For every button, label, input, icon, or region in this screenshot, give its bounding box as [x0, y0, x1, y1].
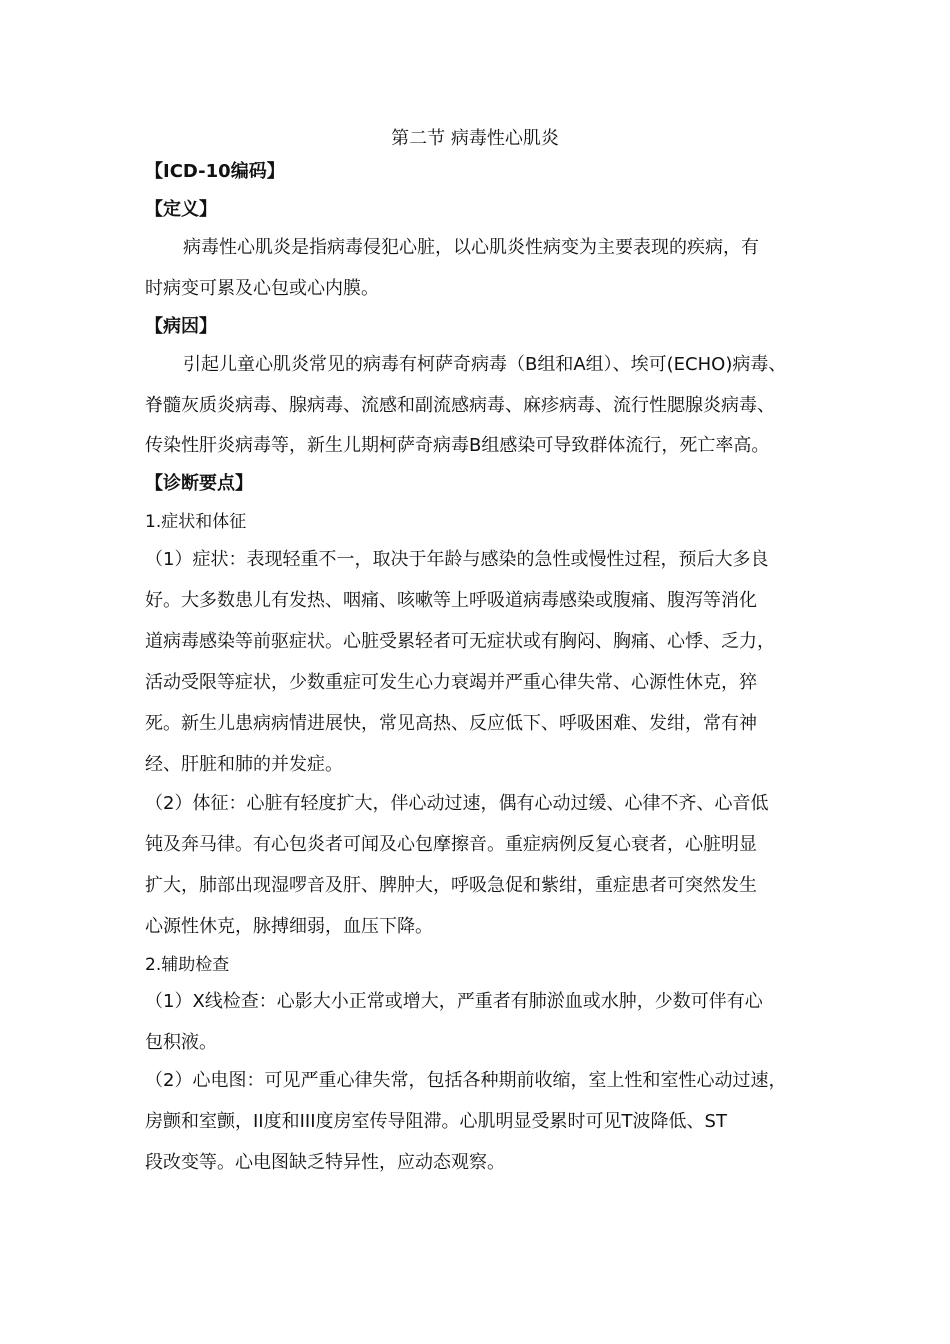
ecg-line-2: 房颤和室颤，II度和III度房室传导阻滞。心肌明显受累时可见T波降低、ST — [145, 1111, 727, 1132]
xray-line-2: 包积液。 — [145, 1032, 217, 1053]
definition-line-2: 时病变可累及心包或心内膜。 — [145, 278, 379, 299]
signs-line-3: 扩大，肺部出现湿啰音及肝、脾肿大，呼吸急促和紫绀，重症患者可突然发生 — [145, 875, 757, 896]
signs-line-1: （2）体征：心脏有轻度扩大，伴心动过速，偶有心动过缓、心律不齐、心音低 — [145, 793, 769, 814]
heading-etiology: 【病因】 — [145, 316, 217, 337]
etiology-line-3: 传染性肝炎病毒等，新生儿期柯萨奇病毒B组感染可导致群体流行，死亡率高。 — [145, 435, 770, 456]
ecg-line-3: 段改变等。心电图缺乏特异性，应动态观察。 — [145, 1152, 505, 1173]
heading-definition: 【定义】 — [145, 199, 217, 220]
xray-line-1: （1）X线检查：心影大小正常或增大，严重者有肺淤血或水肿，少数可伴有心 — [145, 991, 763, 1012]
symptoms-line-5: 死。新生儿患病病情进展快，常见高热、反应低下、呼吸困难、发绀，常有神 — [145, 713, 757, 734]
subheading-auxiliary-exams: 2.辅助检查 — [145, 955, 230, 975]
symptoms-line-6: 经、肝脏和肺的并发症。 — [145, 754, 343, 775]
symptoms-line-2: 好。大多数患儿有发热、咽痛、咳嗽等上呼吸道病毒感染或腹痛、腹泻等消化 — [145, 590, 757, 611]
heading-diagnosis: 【诊断要点】 — [145, 473, 253, 494]
heading-icd10: 【ICD-10编码】 — [145, 161, 285, 182]
subheading-symptoms-signs: 1.症状和体征 — [145, 512, 247, 532]
symptoms-line-3: 道病毒感染等前驱症状。心脏受累轻者可无症状或有胸闷、胸痛、心悸、乏力， — [145, 631, 775, 652]
etiology-line-2: 脊髓灰质炎病毒、腺病毒、流感和副流感病毒、麻疹病毒、流行性腮腺炎病毒、 — [145, 395, 775, 416]
symptoms-line-4: 活动受限等症状，少数重症可发生心力衰竭并严重心律失常、心源性休克，猝 — [145, 672, 757, 693]
signs-line-2: 钝及奔马律。有心包炎者可闻及心包摩擦音。重症病例反复心衰者，心脏明显 — [145, 834, 757, 855]
section-title: 第二节 病毒性心肌炎 — [391, 128, 559, 149]
symptoms-line-1: （1）症状：表现轻重不一，取决于年龄与感染的急性或慢性过程，预后大多良 — [145, 549, 769, 570]
signs-line-4: 心源性休克，脉搏细弱，血压下降。 — [145, 916, 433, 937]
etiology-line-1: 引起儿童心肌炎常见的病毒有柯萨奇病毒（B组和A组）、埃可(ECHO)病毒、 — [183, 354, 787, 375]
ecg-line-1: （2）心电图：可见严重心律失常，包括各种期前收缩，室上性和室性心动过速， — [145, 1070, 787, 1091]
definition-line-1: 病毒性心肌炎是指病毒侵犯心脏，以心肌炎性病变为主要表现的疾病，有 — [183, 237, 759, 258]
